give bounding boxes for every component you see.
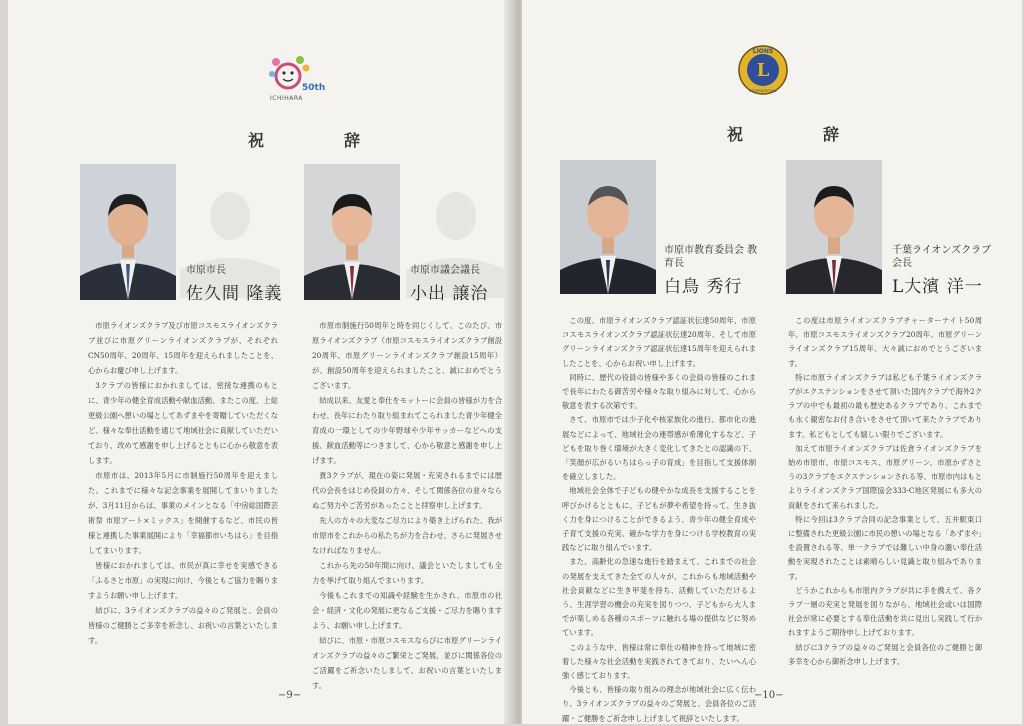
president-paragraph: 特に市原ライオンズクラブは私ども千葉ライオンズクラブがエクステンションをさせて頂いた国内クラブで海外2クラブの中でも最初の最も歴史あるクラブであり、これまでも永く親密なお付き合いをさせて頂いて来たクラブであります。私どもとしても嬉しい限りでございます。 bbox=[788, 372, 982, 439]
right-page-heading: 祝 辞 bbox=[727, 125, 872, 144]
superintendent-paragraph: 今後とも、皆様の取り組みの理念が地域社会に広く伝わり、3ライオンズクラブの益々のご発展と、会員各位のご活躍・ご健勝をご祈念申し上げまして祝辞といたします。 bbox=[562, 685, 756, 723]
club-president-photo bbox=[786, 160, 882, 294]
emblem-top-text: LIONS bbox=[752, 48, 774, 55]
president-paragraph: 結びに3クラブの益々のご発展と会員各位のご健勝と御多幸を心から御祈念申し上げます。 bbox=[788, 642, 982, 666]
council-chair-portrait-icon bbox=[304, 164, 400, 300]
mayor-paragraph: 市原市は、2013年5月に市制施行50周年を迎えました。これまでに様々な記念事業を展開してまいりましたが、3月11日からは、事業のメインとなる「中房総国際芸術祭 市原アート×ミックス」を開催するなど、市民の皆様と連携した事業展開により「幸福都市いちはら」を目指してまいります。 bbox=[88, 471, 278, 555]
superintendent-caption bbox=[664, 244, 764, 297]
emblem-letter: L bbox=[756, 60, 770, 81]
right-page-number: −10− bbox=[754, 690, 784, 701]
council-paragraph: これから先の50年間に向け、議会といたしましても全力を挙げて取り組んでまいります。 bbox=[312, 561, 502, 585]
emblem-bottom-text: INTERNATIONAL bbox=[748, 89, 778, 93]
logo-city-text: ICHIHARA bbox=[270, 95, 303, 102]
club-president-portrait-icon bbox=[786, 160, 882, 294]
mayor-paragraph: 3クラブの皆様におかれましては、密接な連携のもとに、青少年の健全育成活動や献血活動、またこの度、上総更級公園へ憩いの場としてあずまやを寄贈していただくなど、様々な奉仕活動を通じて地域社会に貢献していただいており、改めて感謝を申し上げるとともに心から敬意を表します。 bbox=[88, 381, 278, 465]
mayor-photo bbox=[80, 164, 176, 300]
president-paragraph: この度は市原ライオンズクラブチャーターナイト50周年、市原コスモスライオンズクラブ20周年、市原グリーンライオンズクラブ15周年、大々誠におめでとうございます。 bbox=[788, 316, 982, 368]
council-chair-caption bbox=[410, 264, 488, 304]
club-president-title: 千葉ライオンズクラブ 会長 bbox=[892, 245, 992, 269]
left-page-number: −9− bbox=[278, 690, 302, 701]
mayor-paragraph: 市原ライオンズクラブ及び市原コスモスライオンズクラブ並びに市原グリーンライオンズクラブが、それぞれCN50周年、20周年、15周年を迎えられましたことを、心からお慶び申し上げます。 bbox=[88, 321, 278, 375]
right-page bbox=[522, 0, 1022, 724]
superintendent-portrait-icon bbox=[560, 160, 656, 294]
lions-international-emblem-icon bbox=[737, 44, 789, 96]
club-president-name: L大濱 洋一 bbox=[892, 277, 983, 297]
superintendent-paragraph: 同時に、歴代の役員の皆様や多くの会員の皆様のこれまで長年にわたる御苦労や様々な取り組みに対して、心から敬意を表する次第です。 bbox=[562, 372, 756, 411]
council-paragraph: 結成以来、友愛と奉仕をモットーに会員の皆様が力を合わせ、長年にわたり取り組まれてこられました青少年健全育成の一環としての少年野球や少年サッカーなどへの支援、献血活動等につきまして、心から敬意と感謝を申し上げます。 bbox=[312, 396, 502, 465]
council-paragraph: 結びに、市原・市原コスモスならびに市原グリーンライオンズクラブの益々のご繁栄とご発展、並びに関係各位のご活躍をご祈念いたしまして、お祝いの言葉といたします。 bbox=[312, 636, 502, 690]
mayor-title: 市原市長 bbox=[186, 265, 226, 276]
council-paragraph: 市原市制施行50周年と時を同じくして、このたび、市原ライオンズクラブ（市原コスモスライオンズクラブ創設20周年、市原グリーンライオンズクラブ創設15周年）が、創設50周年を迎えられましたこと、誠におめでとうございます。 bbox=[312, 321, 502, 390]
president-paragraph: 特に今回は3クラブ合同の記念事業として、五井駅東口に整備された更級公園に市民の憩いの場となる「あずまや」を設置される等、単一クラブでは難しい中身の濃い奉仕活動を実現されたことは素晴らしい見識と取り組みであります。 bbox=[788, 514, 982, 581]
superintendent-paragraph: この度、市原ライオンズクラブ認証状伝達50周年、市原コスモスライオンズクラブ認証状伝達20周年、そして市原グリーンライオンズクラブ認証状伝達15周年を迎えられましたことを、心からお祝い申し上げます。 bbox=[562, 316, 756, 368]
mayor-paragraph: 皆様におかれましては、市民が真に幸せを実感できる「ふるさと市原」の実現に向け、今後ともご協力を賜りますようお願い申し上げます。 bbox=[88, 561, 278, 600]
superintendent-photo bbox=[560, 160, 656, 294]
council-chair-title: 市原市議会議長 bbox=[410, 265, 480, 276]
superintendent-paragraph: 地域社会全体で子どもの健やかな成長を支援することを呼びかけるとともに、子どもが夢や希望を持って、生き抜く力を身につけることができるよう、青少年の健全育成や子育て支援の充実、確かな学力を身につける学校教育の実践などに取り組んでいます。 bbox=[562, 486, 756, 553]
superintendent-message bbox=[562, 314, 756, 726]
superintendent-name: 白鳥 秀行 bbox=[664, 277, 743, 297]
superintendent-title: 市原市教育委員会 教育長 bbox=[664, 245, 758, 269]
mayor-paragraph: 結びに、3ライオンズクラブの益々のご発展と、会員の皆様のご健勝とご多幸を祈念し、お祝いの言葉といたします。 bbox=[88, 606, 278, 645]
club-president-message bbox=[788, 314, 982, 669]
left-page bbox=[8, 0, 512, 724]
president-paragraph: 加えて市原ライオンズクラブは佐倉ライオンズクラブを始め市原市、市原コスモス、市原グリーン、市原かずさとうの3クラブをエクステンションされる等、市原市内はもとよりライオンズクラブ国際協会333-C地区発展にも多大の貢献をされて来られました。 bbox=[788, 443, 982, 510]
president-paragraph: どうかこれからも市原内クラブが共に手を携えて、各クラブ一層の充実と発展を図りながら、地域社会或いは国際社会が常に必要とする奉仕活動を共に見出し実践して行かれますようご期待申し上げております。 bbox=[788, 585, 982, 638]
council-paragraph: 先人の方々の大変なご尽力により築き上げられた、我が市原市をこれからの私たちが力を合わせ、さらに発展させなければなりません。 bbox=[312, 516, 502, 555]
superintendent-paragraph: また、高齢化の急速な進行を踏まえて、これまでの社会の発展を支えてきた全ての人々が、これからも地域活動や社会貢献などに生き甲斐を持ち、活動していただけるよう、生涯学習の機会の充実を図りつつ、子どもから大人までが楽しめる各種のスポーツに触れる場の提供などに努めています。 bbox=[562, 557, 756, 638]
logo-50th-text: 50th bbox=[302, 83, 326, 93]
superintendent-paragraph: このような中、皆様は常に奉仕の精神を持って地域に密着した様々な社会活動を実践されてきており、たいへん心強く感じております。 bbox=[562, 642, 756, 681]
mayor-caption bbox=[186, 264, 282, 304]
ichihara-50th-logo-icon bbox=[262, 52, 326, 102]
mayor-portrait-icon bbox=[80, 164, 176, 300]
council-chair-photo bbox=[304, 164, 400, 300]
council-paragraph: 今後もこれまでの知識や経験を生かされ、市原市の社会・経済・文化の発展に更なるご支援・ご尽力を賜りますよう、お願い申し上げます。 bbox=[312, 591, 502, 630]
left-page-heading: 祝 辞 bbox=[248, 131, 393, 150]
council-paragraph: 貴3クラブが、現在の姿に発展・充実されるまでには歴代の会長をはじめ役員の方々、そして関係各位の並々ならぬご努力やご苦労があったことと拝察申し上げます。 bbox=[312, 471, 502, 510]
council-chair-name: 小出 譲治 bbox=[410, 284, 489, 304]
club-president-caption bbox=[892, 244, 992, 297]
mayor-message bbox=[88, 318, 278, 648]
council-chair-message bbox=[312, 318, 502, 693]
mayor-name: 佐久間 隆義 bbox=[186, 284, 283, 304]
superintendent-paragraph: さて、市原市では少子化や核家族化の進行、都市化の進展などによって、地域社会の連帯感が希薄化するなど、子どもを取り巻く環境が大きく変化してきたとの認識の下、「笑顔が広がるいちはらっ子の育成」を目指して支援体制を確立しました。 bbox=[562, 415, 756, 482]
